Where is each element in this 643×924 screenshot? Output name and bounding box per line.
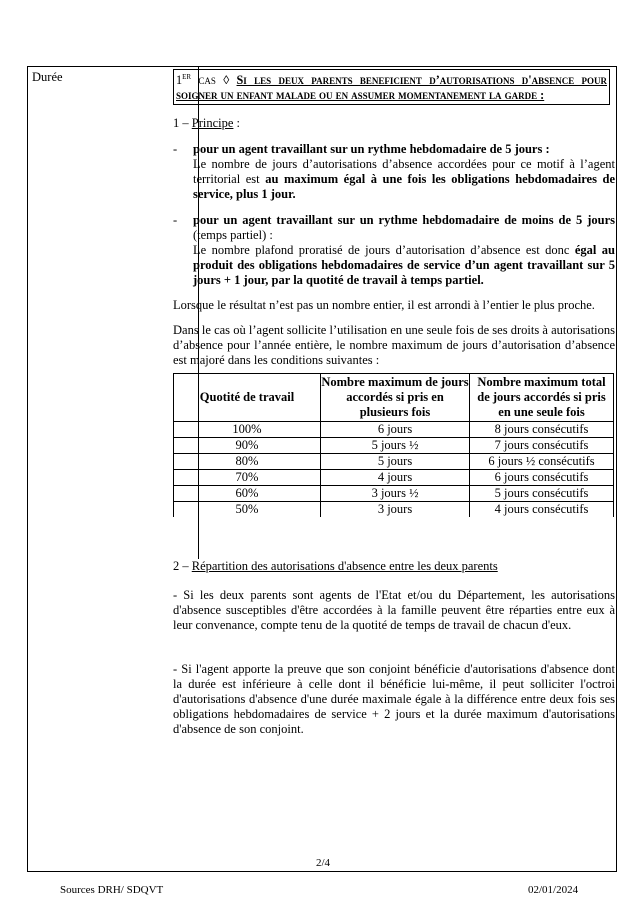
bullet-body-bold: au maximum égal à une fois les obligations hebdomadaires de service, plus 1 jour. <box>193 172 615 201</box>
footer-date: 02/01/2024 <box>528 884 579 896</box>
table-cell: 3 jours ½ <box>321 486 470 502</box>
principle-heading <box>173 116 615 131</box>
bullet-part-time <box>173 213 615 288</box>
table-cell: 6 jours ½ consécutifs <box>470 454 614 470</box>
header-quotite: Quotité de travail <box>174 374 321 422</box>
table-cell: 4 jours <box>321 470 470 486</box>
section2-number: 2 – <box>173 559 192 573</box>
footer-source: Sources DRH/ SDQVT <box>60 884 164 896</box>
table-cell: 70% <box>174 470 321 486</box>
header-single: Nombre maximum total de jours accordés si pris en une seule fois <box>470 374 614 422</box>
case-title: Si les deux parents beneficient d’autorisations d'absence pour soigner un enfant malade ou en assumer momentanement la garde : <box>176 73 607 102</box>
document-frame <box>27 66 617 872</box>
bullet-body: Le nombre plafond proratisé de jours d’autorisation d’absence est donc <box>193 243 575 257</box>
case-heading <box>173 69 610 105</box>
case-number: 1 <box>176 73 183 87</box>
section2-paragraph-2: - Si l'agent apporte la preuve que son conjoint bénéficie d'autorisations d'absence dont la durée est inférieure à celle dont il bénéficie lui-même, il peut solliciter l'octroi d'autorisations d'absence d'une durée maximale égale à la différence entre deux fois ses obligations hebdomadaires de service + 2 jours et la durée maximum d'autorisations d'absence de son conjoint. <box>173 662 615 736</box>
principle-number: 1 – <box>173 116 192 130</box>
table-cell: 80% <box>174 454 321 470</box>
table-row <box>174 422 614 438</box>
row-label: Durée <box>32 70 63 84</box>
section2-label: Répartition des autorisations d'absence entre les deux parents <box>191 559 498 573</box>
table-cell: 5 jours ½ <box>321 438 470 454</box>
case-superscript: ER <box>182 73 192 81</box>
table-row <box>174 502 614 518</box>
table-cell: 90% <box>174 438 321 454</box>
table-cell: 7 jours consécutifs <box>470 438 614 454</box>
table-cell: 8 jours consécutifs <box>470 422 614 438</box>
table-cell: 5 jours <box>321 454 470 470</box>
content-column <box>173 69 615 737</box>
section2-paragraph-1: - Si les deux parents sont agents de l'Etat et/ou du Département, les autorisations d'absence susceptibles d'être accordées à la famille peuvent être réparties entre eux à leur convenance, compte tenu de la quotité de temps de travail de chacun d'eux. <box>173 588 615 632</box>
bullet-lead: pour un agent travaillant sur un rythme hebdomadaire de moins de 5 jours <box>193 213 615 227</box>
table-cell: 100% <box>174 422 321 438</box>
table-cell: 60% <box>174 486 321 502</box>
page-number: 2/4 <box>315 857 331 869</box>
table-cell: 3 jours <box>321 502 470 518</box>
case-word: cas <box>198 73 216 87</box>
table-cell: 5 jours consécutifs <box>470 486 614 502</box>
principle-label: Principe <box>191 116 234 130</box>
bullet-lead-normal: (temps partiel) : <box>193 228 273 242</box>
quota-table <box>173 373 614 517</box>
table-row <box>174 438 614 454</box>
section2-heading <box>173 559 615 574</box>
table-cell: 4 jours consécutifs <box>470 502 614 518</box>
table-cell: 6 jours consécutifs <box>470 470 614 486</box>
table-cell: 6 jours <box>321 422 470 438</box>
bullet-dash: - <box>173 213 178 227</box>
table-header-row <box>174 374 614 422</box>
bullet-full-time <box>173 142 615 202</box>
bullet-dash: - <box>173 142 178 156</box>
header-multiple: Nombre maximum de jours accordés si pris en plusieurs fois <box>321 374 470 422</box>
bullet-lead: pour un agent travaillant sur un rythme hebdomadaire de 5 jours : <box>193 142 550 156</box>
principle-colon: : <box>233 116 241 130</box>
table-row <box>174 454 614 470</box>
diamond-icon: ◊ <box>223 73 230 87</box>
table-cell: 50% <box>174 502 321 518</box>
table-row <box>174 486 614 502</box>
bullet-body-bold: égal au produit des obligations hebdomadaires de service d’un agent travaillant sur 5 jours + 1 jour, par la quotité de travail à temps partiel. <box>193 243 615 287</box>
rounding-paragraph: Lorsque le résultat n’est pas un nombre entier, il est arrondi à l’entier le plus proche. <box>173 298 595 312</box>
table-row <box>174 470 614 486</box>
single-use-paragraph: Dans le cas où l’agent sollicite l’utilisation en une seule fois de ses droits à autorisations d’absence pour l’année entière, le nombre maximum de jours d’autorisation d’absence est majoré dans les conditions suivantes : <box>173 323 615 367</box>
bullet-body: Le nombre de jours d’autorisations d’absence accordées pour ce motif à l’agent territorial est <box>193 157 615 186</box>
